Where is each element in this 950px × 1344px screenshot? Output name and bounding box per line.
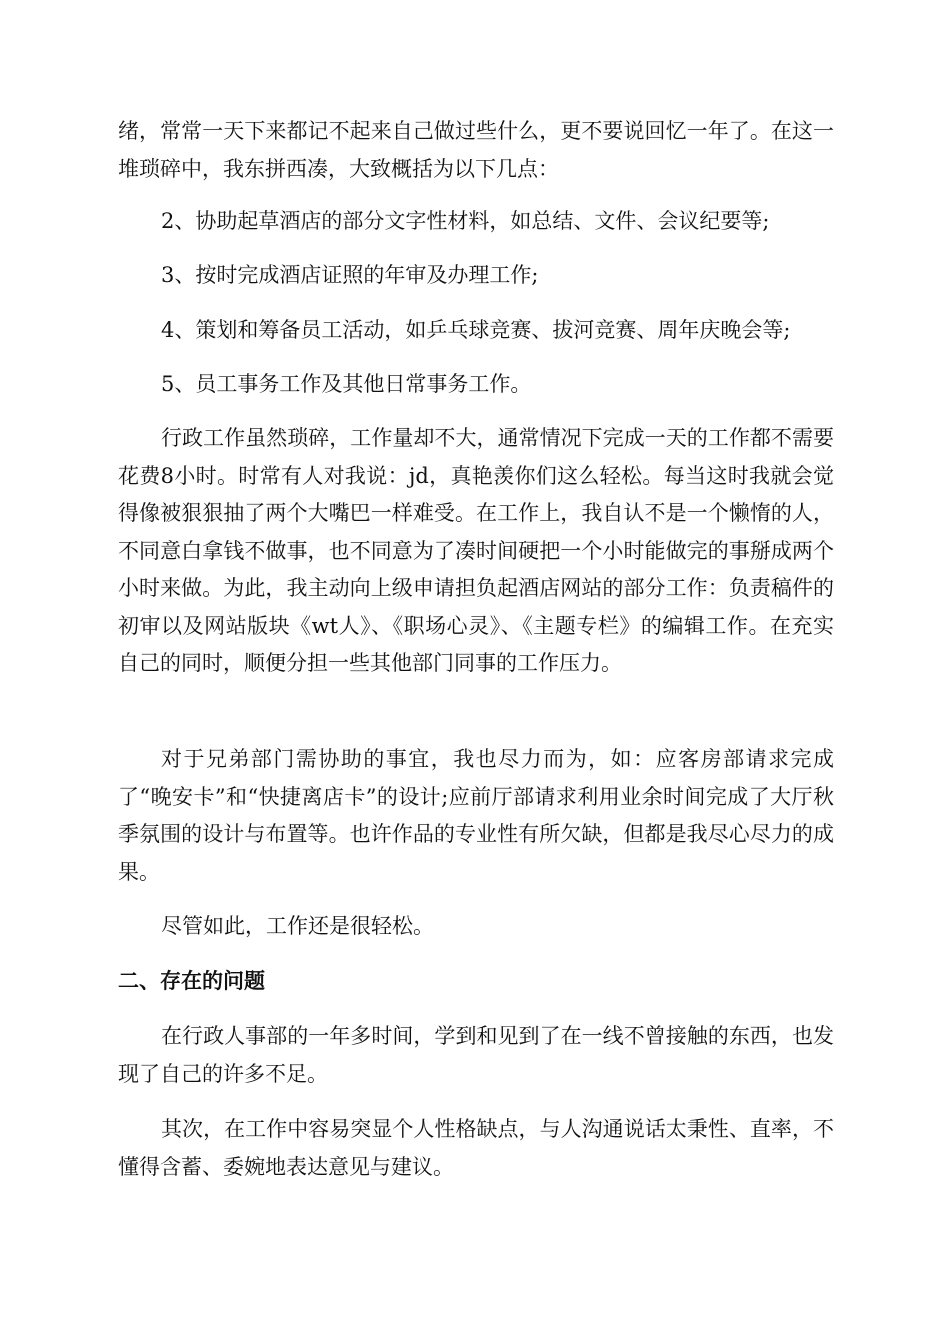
paragraph-intro-continuation: 绪，常常一天下来都记不起来自己做过些什么，更不要说回忆一年了。在这一堆琐碎中，我东拼西凑，大致概括为以下几点： bbox=[118, 119, 834, 181]
paragraph-still-easy: 尽管如此，工作还是很轻松。 bbox=[161, 914, 434, 938]
paragraph-personality: 其次，在工作中容易突显个人性格缺点，与人沟通说话太秉性、直率，不懂得含蓄、委婉地表达意见与建议。 bbox=[118, 1117, 834, 1179]
section-heading-problems: 二、存在的问题 bbox=[118, 969, 265, 993]
list-item-3: 3、按时完成酒店证照的年审及办理工作; bbox=[161, 263, 539, 287]
paragraph-assist-departments: 对于兄弟部门需协助的事宜，我也尽力而为，如：应客房部请求完成了“晚安卡”和“快捷离店卡”的设计;应前厅部请求利用业余时间完成了大厅秋季氛围的设计与布置等。也许作品的专业性有所欠缺，但都是我尽心尽力的成果。 bbox=[118, 747, 834, 884]
list-item-2: 2、协助起草酒店的部分文字性材料，如总结、文件、会议纪要等; bbox=[161, 209, 770, 233]
paragraph-admin-work: 行政工作虽然琐碎，工作量却不大，通常情况下完成一天的工作都不需要花费8小时。时常有人对我说：jd，真艳羡你们这么轻松。每当这时我就会觉得像被狠狠抽了两个大嘴巴一样难受。在工作上，我自认不是一个懒惰的人，不同意白拿钱不做事，也不同意为了凑时间硬把一个小时能做完的事掰成两个小时来做。为此，我主动向上级申请担负起酒店网站的部分工作：负责稿件的初审以及网站版块《wt人》、《职场心灵》、《主题专栏》的编辑工作。在充实自己的同时，顺便分担一些其他部门同事的工作压力。 bbox=[118, 426, 834, 675]
list-item-5: 5、员工事务工作及其他日常事务工作。 bbox=[161, 372, 532, 396]
list-item-4: 4、策划和筹备员工活动，如乒乓球竞赛、拔河竞赛、周年庆晚会等; bbox=[161, 318, 791, 342]
paragraph-learned: 在行政人事部的一年多时间，学到和见到了在一线不曾接触的东西，也发现了自己的许多不足。 bbox=[118, 1024, 834, 1086]
